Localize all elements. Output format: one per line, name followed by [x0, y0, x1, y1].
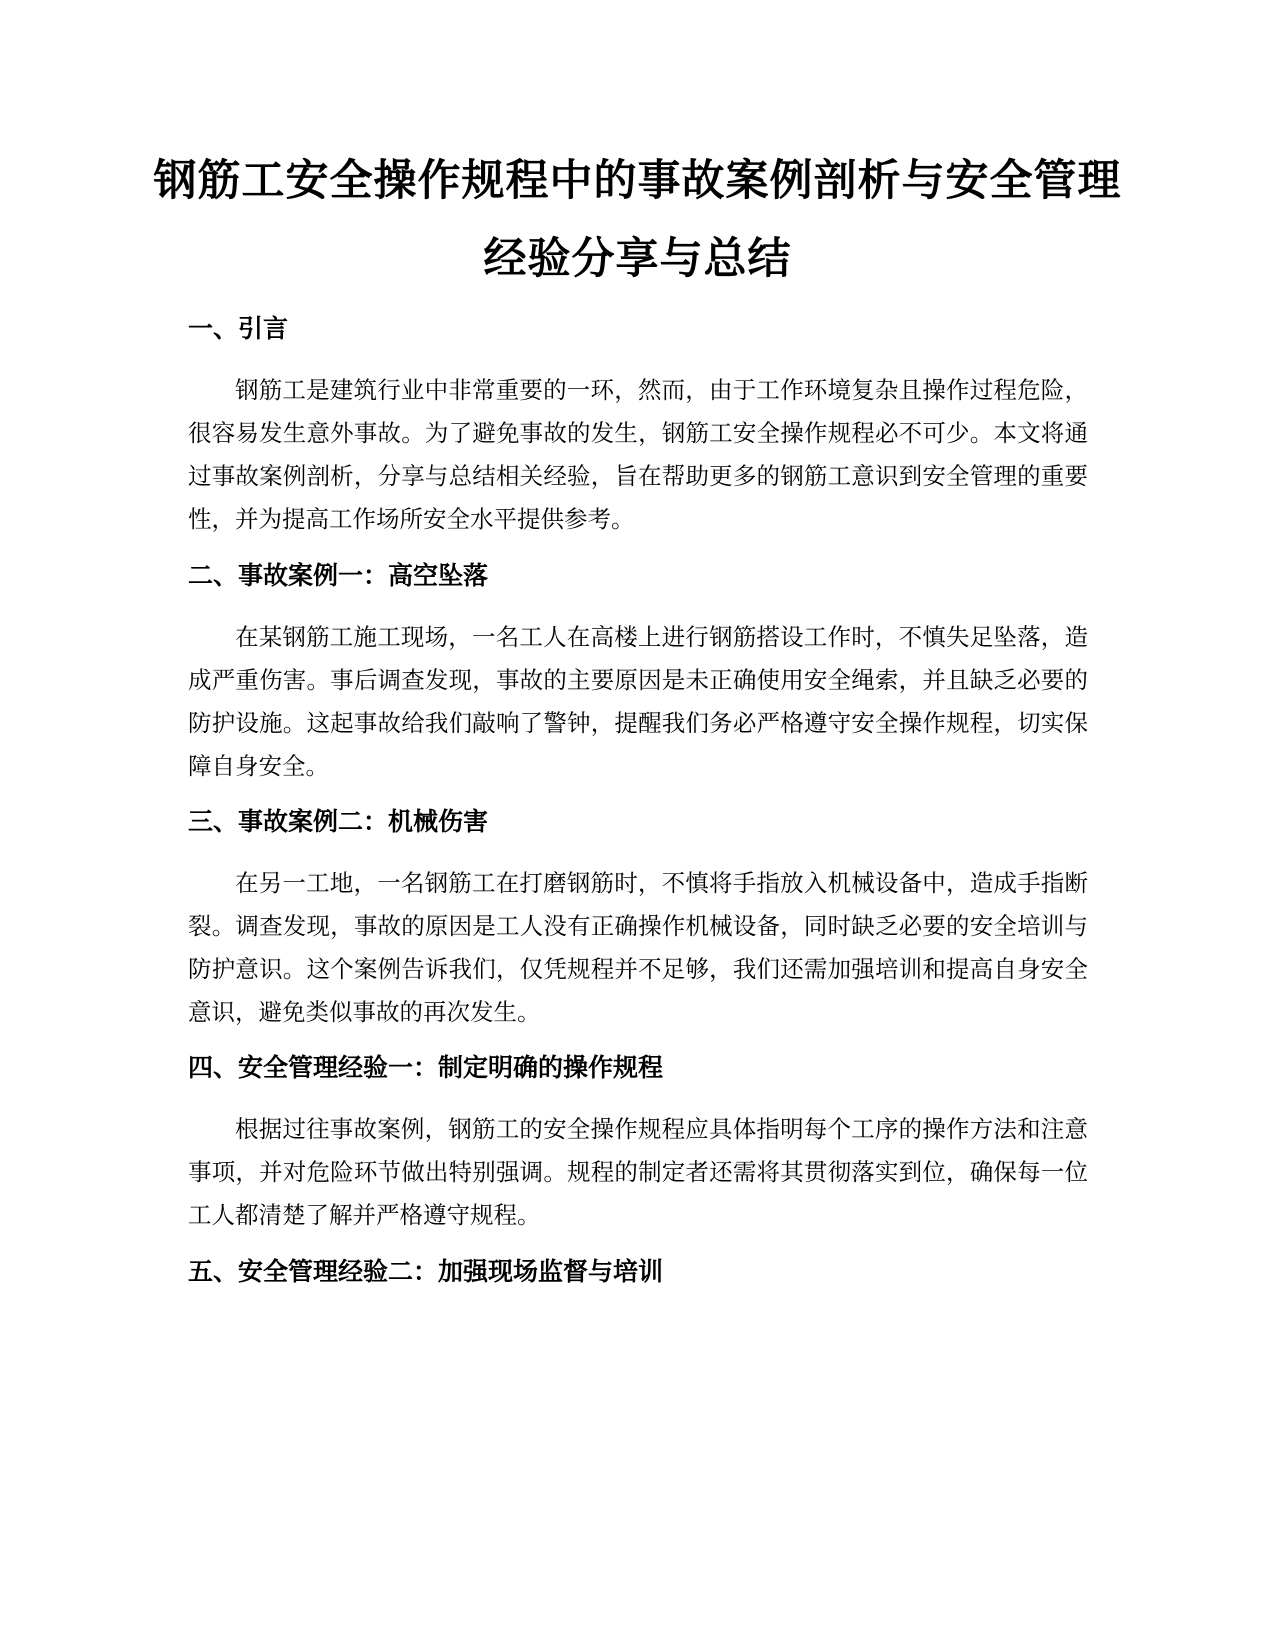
section-heading-case-two: 三、事故案例二：机械伤害 — [188, 807, 489, 836]
section-heading-experience-two: 五、安全管理经验二：加强现场监督与培训 — [188, 1257, 664, 1286]
document-title: 钢筋工安全操作规程中的事故案例剖析与安全管理经验分享与总结 — [153, 156, 1122, 284]
section-paragraph-introduction: 钢筋工是建筑行业中非常重要的一环，然而，由于工作环境复杂且操作过程危险，很容易发生意外事故。为了避免事故的发生，钢筋工安全操作规程必不可少。本文将通过事故案例剖析，分享与总结相关经验，旨在帮助更多的钢筋工意识到安全管理的重要性，并为提高工作场所安全水平提供参考。 — [188, 376, 1088, 533]
section-heading-introduction: 一、引言 — [188, 314, 289, 343]
section-paragraph-case-one: 在某钢筋工施工现场，一名工人在高楼上进行钢筋搭设工作时，不慎失足坠落，造成严重伤害。事后调查发现，事故的主要原因是未正确使用安全绳索，并且缺乏必要的防护设施。这起事故给我们敲响了警钟，提醒我们务必严格遵守安全操作规程，切实保障自身安全。 — [188, 623, 1088, 780]
section-heading-experience-one: 四、安全管理经验一：制定明确的操作规程 — [188, 1053, 664, 1082]
section-paragraph-experience-one: 根据过往事故案例，钢筋工的安全操作规程应具体指明每个工序的操作方法和注意事项，并对危险环节做出特别强调。规程的制定者还需将其贯彻落实到位，确保每一位工人都清楚了解并严格遵守规程。 — [188, 1115, 1088, 1229]
section-paragraph-case-two: 在另一工地，一名钢筋工在打磨钢筋时，不慎将手指放入机械设备中，造成手指断裂。调查发现，事故的原因是工人没有正确操作机械设备，同时缺乏必要的安全培训与防护意识。这个案例告诉我们，仅凭规程并不足够，我们还需加强培训和提高自身安全意识，避免类似事故的再次发生。 — [188, 869, 1088, 1026]
section-heading-case-one: 二、事故案例一：高空坠落 — [188, 561, 489, 590]
